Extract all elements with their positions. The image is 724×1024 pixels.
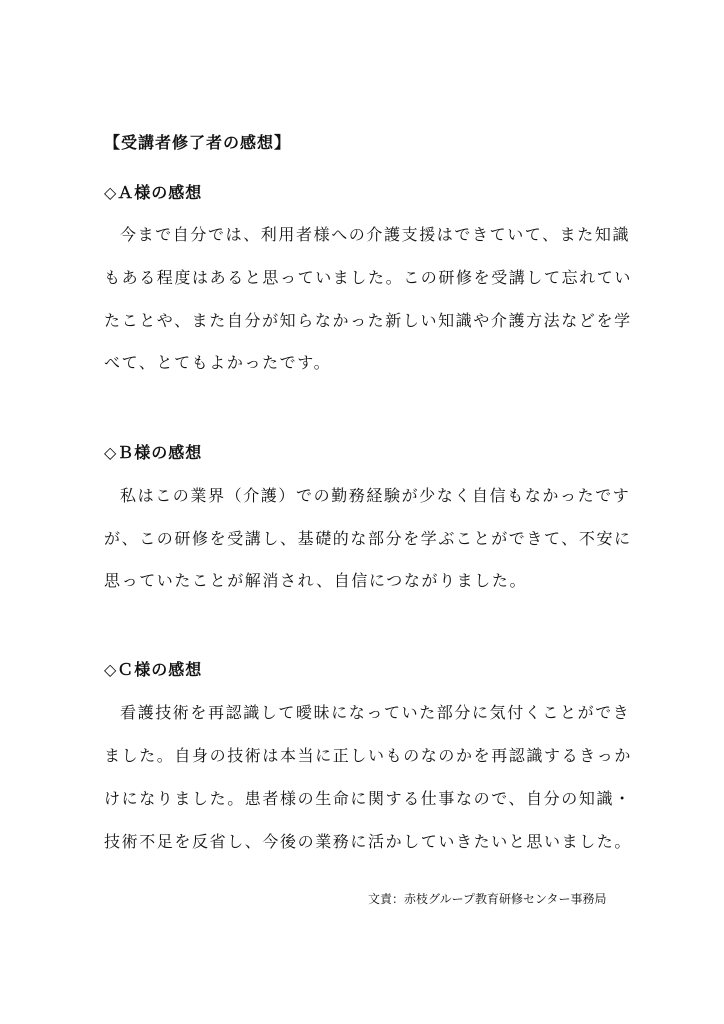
- section-c-line-3: けになりました。患者様の生命に関する仕事なので、自分の知識・: [104, 789, 632, 808]
- section-a-line-3: たことや、また自分が知らなかった新しい知識や介護方法などを学: [104, 311, 632, 330]
- section-heading-b: ◇Ｂ様の感想: [104, 443, 203, 462]
- section-b-line-3: 思っていたことが解消され、自信につながりました。: [104, 571, 528, 590]
- section-b-line-2: が、この研修を受講し、基礎的な部分を学ぶことができて、不安に: [104, 529, 632, 548]
- section-a-line-2: もある程度はあると思っていました。この研修を受講して忘れてい: [104, 268, 633, 287]
- section-heading-c: ◇Ｃ様の感想: [104, 660, 203, 679]
- section-a-line-1: 今まで自分では、利用者様への介護支援はできていて、また知識: [120, 225, 631, 244]
- section-c-line-1: 看護技術を再認識して曖昧になっていた部分に気付くことができ: [120, 703, 631, 722]
- section-a-line-4: べて、とてもよかったです。: [104, 353, 332, 372]
- credit-line: 文責：赤枝グループ教育研修センター事務局: [368, 892, 607, 906]
- section-c-line-2: ました。自身の技術は本当に正しいものなのかを再認識するきっか: [104, 746, 633, 765]
- section-heading-a: ◇Ａ様の感想: [104, 183, 203, 202]
- section-c-line-4: 技術不足を反省し、今後の業務に活かしていきたいと思いました。: [104, 832, 633, 851]
- document-title: 【受講者修了者の感想】: [104, 133, 292, 152]
- section-b-line-1: 私はこの業界（介護）での勤務経験が少なく自信もなかったです: [120, 486, 631, 505]
